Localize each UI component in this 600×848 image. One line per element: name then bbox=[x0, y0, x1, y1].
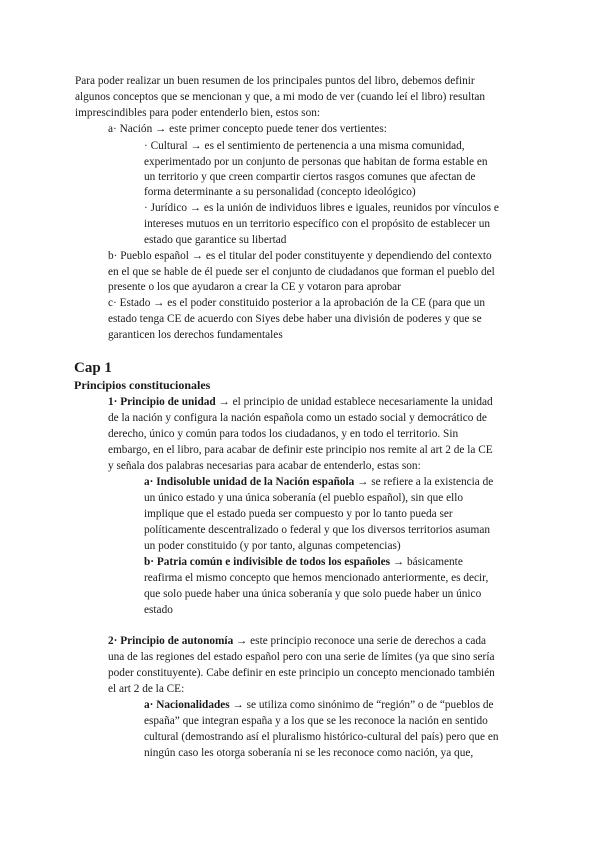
patria-line: estado bbox=[144, 604, 173, 616]
indisoluble-text: → se refiere a la existencia de bbox=[354, 476, 494, 488]
intro-line: imprescindibles para poder entenderlo bien, estos son: bbox=[75, 107, 321, 119]
principle-unidad-text: → el principio de unidad establece necesariamente la unidad bbox=[215, 396, 493, 408]
principle-autonomia-label: 2· Principio de autonomía bbox=[108, 635, 234, 647]
principle-autonomia-line: el art 2 de la CE: bbox=[108, 683, 185, 695]
nacionalidades-line: cultural (demostrando así el pluralismo histórico-cultural del país) pero que en bbox=[144, 731, 499, 743]
definition-estado: c· Estado → es el poder constituido posterior a la aprobación de la CE (para que un bbox=[108, 297, 486, 309]
nacionalidades-line: españa” que integran españa y a los que se les reconoce la nación en sentido bbox=[144, 715, 488, 727]
chapter-title: Cap 1 bbox=[74, 360, 112, 376]
definition-pueblo: b· Pueblo español → es el titular del poder constituyente y dependiendo del contexto bbox=[108, 250, 492, 262]
indisoluble-line: políticamente descentralizado o federal y que los diversos territorios asuman bbox=[144, 524, 491, 536]
principle-autonomia-text: → este principio reconoce una serie de derechos a cada bbox=[233, 635, 487, 647]
definition-estado: garanticen los derechos fundamentales bbox=[108, 329, 283, 341]
principle-unidad-heading bbox=[108, 395, 493, 409]
principle-unidad-line: derecho, único y común para todos los ciudadanos, y en todo el territorio. Sin bbox=[108, 428, 459, 440]
definition-estado: estado tenga CE de acuerdo con Siyes debe haber una división de poderes y que se bbox=[108, 313, 482, 325]
principle-autonomia-heading bbox=[108, 634, 486, 648]
indisoluble-line: un único estado y una única soberanía (el pueblo español), sin que ello bbox=[144, 492, 464, 504]
patria-line: que solo puede haber una única soberanía y que solo puede haber un único bbox=[144, 588, 482, 600]
juridico-line: estado que garantice su libertad bbox=[144, 234, 287, 246]
principle-unidad-line: embargo, en el libro, para acabar de definir este principio nos remite al art 2 de la CE bbox=[108, 444, 493, 456]
juridico-line: · Jurídico → es la unión de individuos libres e iguales, reunidos por vínculos e bbox=[144, 202, 499, 214]
definition-pueblo: en el que se hable de él puede ser el conjunto de ciudadanos que forman el pueblo del bbox=[108, 266, 495, 278]
intro-line: algunos conceptos que se mencionan y que, a mi modo de ver (cuando leí el libro) resultan bbox=[75, 91, 486, 103]
principle-unidad-label: 1· Principio de unidad bbox=[108, 396, 216, 408]
patria-label: b· Patria común e indivisible de todos los españoles bbox=[144, 556, 391, 568]
indisoluble-heading bbox=[144, 475, 493, 489]
principle-autonomia-line: una de las regiones del estado español pero con una serie de límites (ya que sino sería bbox=[108, 651, 495, 663]
nacionalidades-text: → se utiliza como sinónimo de “región” o de “pueblos de bbox=[229, 699, 494, 711]
cultural-line: · Cultural → es el sentimiento de pertenencia a una misma comunidad, bbox=[144, 140, 465, 152]
cultural-line: experimentado por un conjunto de personas que habitan de forma estable en bbox=[144, 156, 488, 168]
patria-text: → básicamente bbox=[390, 556, 463, 568]
indisoluble-label: a· Indisoluble unidad de la Nación española bbox=[144, 476, 355, 488]
definition-pueblo: presente o los que ayudaron a crear la CE y votaron para aprobar bbox=[108, 281, 401, 293]
cultural-line: un territorio y que creen compartir ciertos rasgos comunes que afectan de bbox=[144, 171, 476, 183]
patria-heading bbox=[144, 555, 463, 569]
section-title: Principios constitucionales bbox=[74, 378, 211, 392]
indisoluble-line: implique que el estado pueda ser compuesto y por lo tanto pueda ser bbox=[144, 508, 453, 520]
nacionalidades-heading bbox=[144, 698, 494, 712]
intro-line: Para poder realizar un buen resumen de los principales puntos del libro, debemos definir bbox=[75, 75, 475, 87]
principle-autonomia-line: poder constituyente). Cabe definir en este principio un concepto mencionado también bbox=[108, 667, 495, 679]
juridico-line: intereses mutuos en un territorio específico con el propósito de establecer un bbox=[144, 218, 491, 230]
definition-nacion: a· Nación → este primer concepto puede tener dos vertientes: bbox=[108, 123, 387, 135]
nacionalidades-label: a· Nacionalidades bbox=[144, 699, 230, 711]
patria-line: reafirma el mismo concepto que hemos mencionado anteriormente, es decir, bbox=[144, 572, 489, 584]
nacionalidades-line: ningún caso les otorga soberanía ni se les reconoce como nación, ya que, bbox=[144, 747, 474, 759]
principle-unidad-line: y señala dos palabras necesarias para acabar de entenderlo, estas son: bbox=[108, 460, 421, 472]
principle-unidad-line: de la nación y configura la nación española como un estado social y democrático de bbox=[108, 412, 487, 424]
cultural-line: forma determinante a su personalidad (concepto ideológico) bbox=[144, 186, 416, 198]
indisoluble-line: un poder constituido (y por tanto, algunas competencias) bbox=[144, 540, 401, 552]
